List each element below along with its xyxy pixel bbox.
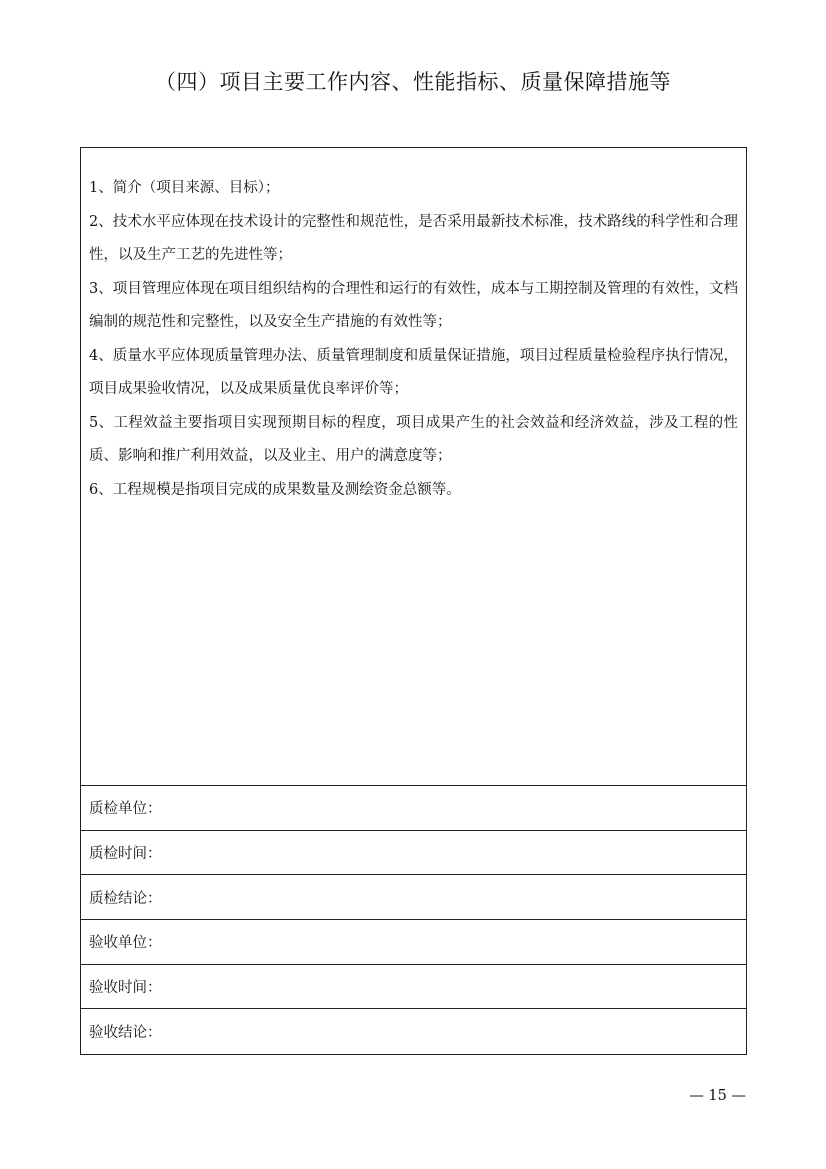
page-number: — 15 — <box>689 1088 746 1104</box>
content-cell[interactable] <box>81 148 746 786</box>
field-label-qc-unit: 质检单位： <box>89 801 162 818</box>
field-label-acceptance-conclusion: 验收结论： <box>89 1025 162 1042</box>
field-label-acceptance-unit: 验收单位： <box>89 935 162 952</box>
field-label-qc-conclusion: 质检结论： <box>89 890 162 907</box>
page-title: （四）项目主要工作内容、性能指标、质量保障措施等 <box>155 70 671 94</box>
form-table <box>80 147 747 1055</box>
content-item-5: 5、工程效益主要指项目实现预期目标的程度，项目成果产生的社会效益和经济效益，涉及工程的性质、影响和推广利用效益，以及业主、用户的满意度等； <box>89 414 738 464</box>
content-item-4: 4、质量水平应体现质量管理办法、质量管理制度和质量保证措施，项目过程质量检验程序执行情况，项目成果验收情况，以及成果质量优良率评价等； <box>89 347 738 397</box>
content-item-6: 6、工程规模是指项目完成的成果数量及测绘资金总额等。 <box>89 481 461 498</box>
field-row-qc-unit[interactable] <box>81 786 746 831</box>
field-row-qc-conclusion[interactable] <box>81 875 746 920</box>
field-row-qc-time[interactable] <box>81 831 746 876</box>
field-label-acceptance-time: 验收时间： <box>89 980 162 997</box>
content-item-1: 1、简介（项目来源、目标）； <box>89 180 280 196</box>
content-item-3: 3、项目管理应体现在项目组织结构的合理性和运行的有效性，成本与工期控制及管理的有效性，文档编制的规范性和完整性，以及安全生产措施的有效性等； <box>89 280 738 330</box>
field-label-qc-time: 质检时间： <box>89 846 162 863</box>
field-row-acceptance-time[interactable] <box>81 965 746 1010</box>
content-item-2: 2、技术水平应体现在技术设计的完整性和规范性，是否采用最新技术标准，技术路线的科学性和合理性，以及生产工艺的先进性等； <box>89 213 738 263</box>
field-row-acceptance-conclusion[interactable] <box>81 1009 746 1054</box>
field-row-acceptance-unit[interactable] <box>81 920 746 965</box>
